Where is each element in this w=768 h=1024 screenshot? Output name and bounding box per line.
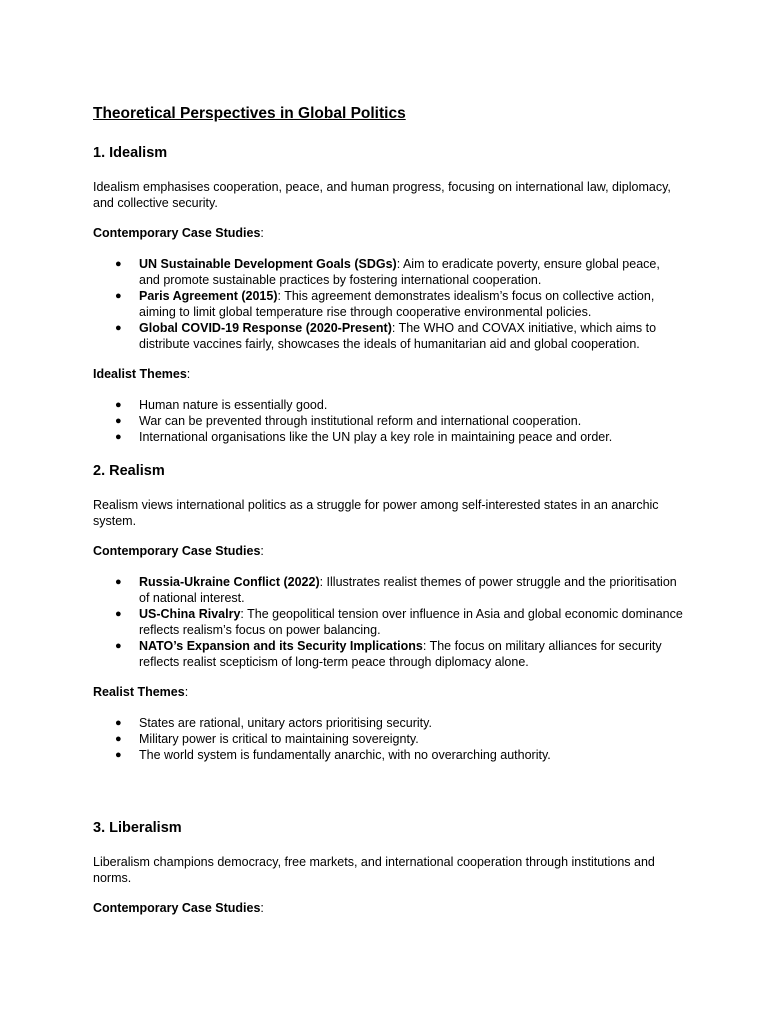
themes-list-idealism <box>93 397 683 445</box>
bullet-icon: ● <box>115 576 122 588</box>
theme-text: The world system is fundamentally anarchic, with no overarching authority. <box>139 748 551 762</box>
case-study-term: NATO’s Expansion and its Security Implications <box>139 639 423 653</box>
list-item <box>93 606 683 638</box>
case-study-text: : The geopolitical tension over influence in Asia and global economic dominance reflects realism’s focus on power balancing. <box>139 607 683 637</box>
section-intro-liberalism: Liberalism champions democracy, free markets, and international cooperation through institutions and norms. <box>93 855 655 885</box>
bullet-icon: ● <box>115 290 122 302</box>
bullet-icon: ● <box>115 415 122 427</box>
label-colon: : <box>184 685 189 699</box>
themes-label-idealism <box>93 366 683 382</box>
list-item <box>93 715 683 731</box>
case-studies-label-text: Contemporary Case Studies <box>93 901 261 915</box>
bullet-icon: ● <box>115 431 122 443</box>
list-item <box>93 747 683 763</box>
list-item <box>93 256 683 288</box>
list-item <box>93 288 683 320</box>
section-intro-realism: Realism views international politics as a struggle for power among self-interested states in an anarchic system. <box>93 498 659 528</box>
label-colon: : <box>260 544 264 558</box>
section-heading-realism: 2. Realism <box>93 463 165 479</box>
theme-text: War can be prevented through institutional reform and international cooperation. <box>139 414 582 428</box>
themes-label-text: Idealist Themes <box>93 367 187 381</box>
bullet-icon: ● <box>115 608 122 620</box>
label-colon: : <box>186 367 191 381</box>
label-colon: : <box>260 226 264 240</box>
case-study-term: UN Sustainable Development Goals (SDGs) <box>139 257 397 271</box>
themes-list-realism <box>93 715 683 763</box>
document-title: Theoretical Perspectives in Global Politics <box>93 105 406 122</box>
section-intro-idealism: Idealism emphasises cooperation, peace, and human progress, focusing on international law, diplomacy, and collective security. <box>93 180 671 210</box>
case-study-term: US-China Rivalry <box>139 607 241 621</box>
label-colon: : <box>260 901 264 915</box>
list-item <box>93 397 683 413</box>
bullet-icon: ● <box>115 322 122 334</box>
document-content <box>93 104 683 916</box>
case-study-text: : The WHO and COVAX initiative, which aims to distribute vaccines fairly, showcases the ideals of humanitarian aid and global cooperation. <box>139 321 657 351</box>
list-item <box>93 320 683 352</box>
list-item <box>93 413 683 429</box>
themes-label-realism <box>93 684 683 700</box>
bullet-icon: ● <box>115 717 122 729</box>
case-studies-list-idealism <box>93 256 683 352</box>
case-study-text: : Illustrates realist themes of power struggle and the prioritisation of national interest. <box>139 575 677 605</box>
section-heading-liberalism: 3. Liberalism <box>93 820 182 836</box>
list-item <box>93 638 683 670</box>
list-item <box>93 731 683 747</box>
case-studies-label-text: Contemporary Case Studies <box>93 226 261 240</box>
list-item <box>93 429 683 445</box>
case-studies-label-idealism <box>93 225 683 241</box>
themes-label-text: Realist Themes <box>93 685 185 699</box>
case-study-text: : Aim to eradicate poverty, ensure global peace, and promote sustainable practices by fostering international cooperation. <box>139 257 660 287</box>
theme-text: States are rational, unitary actors prioritising security. <box>139 716 432 730</box>
case-study-term: Global COVID-19 Response (2020-Present) <box>139 321 392 335</box>
case-studies-list-realism <box>93 574 683 670</box>
case-study-term: Russia-Ukraine Conflict (2022) <box>139 575 320 589</box>
case-studies-label-liberalism <box>93 900 683 916</box>
theme-text: International organisations like the UN play a key role in maintaining peace and order. <box>139 430 613 444</box>
theme-text: Human nature is essentially good. <box>139 398 328 412</box>
bullet-icon: ● <box>115 640 122 652</box>
list-item <box>93 574 683 606</box>
section-heading-idealism: 1. Idealism <box>93 145 168 161</box>
bullet-icon: ● <box>115 258 122 270</box>
case-studies-label-text: Contemporary Case Studies <box>93 544 261 558</box>
case-studies-label-realism <box>93 543 683 559</box>
bullet-icon: ● <box>115 399 122 411</box>
bullet-icon: ● <box>115 733 122 745</box>
case-study-text: : The focus on military alliances for security reflects realist scepticism of long-term peace through diplomacy alone. <box>139 639 662 669</box>
bullet-icon: ● <box>115 749 122 761</box>
case-study-text: : This agreement demonstrates idealism’s focus on collective action, aiming to limit global temperature rise through cooperative environmental policies. <box>139 289 655 319</box>
case-study-term: Paris Agreement (2015) <box>139 289 278 303</box>
theme-text: Military power is critical to maintaining sovereignty. <box>139 732 419 746</box>
